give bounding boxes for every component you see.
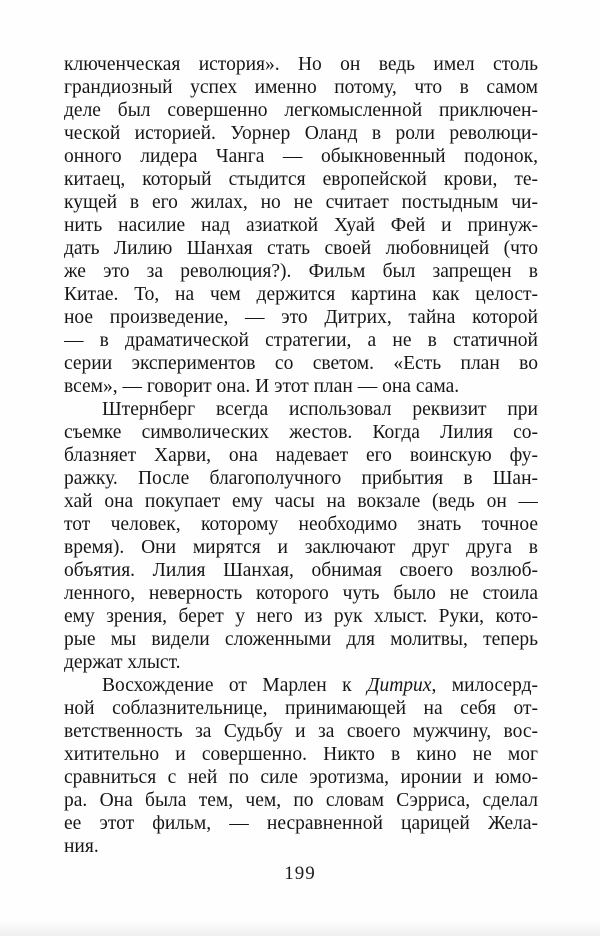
page-number: 199 — [284, 863, 316, 884]
text-segment: ленного, неверность которого чуть было не стоила — [64, 583, 538, 604]
text-segment: , милосерд- — [431, 675, 538, 696]
text-line — [64, 352, 538, 375]
text-line — [64, 99, 538, 122]
text-segment: ражку. После благополучного прибытия в Шан- — [64, 468, 538, 489]
text-segment: ное произведение, — это Дитрих, тайна которой — [64, 307, 538, 328]
text-line — [64, 237, 538, 260]
text-segment: нить насилие над азиаткой Хуай Фей и принуж- — [64, 215, 538, 236]
text-line — [64, 536, 538, 559]
text-line — [64, 122, 538, 145]
text-segment: держат хлыст. — [64, 652, 181, 673]
text-line — [64, 168, 538, 191]
text-segment: хай она покупает ему часы на вокзале (ведь он — — [64, 491, 538, 512]
scan-edge-shadow — [0, 920, 600, 936]
text-segment: ключенческая история». Но он ведь имел столь — [64, 54, 538, 75]
text-segment: ческой историей. Уорнер Оланд в роли революци- — [64, 123, 538, 144]
text-line — [64, 490, 538, 513]
text-segment: всем», — говорит она. И этот план — она сама. — [64, 376, 460, 397]
text-segment: Китае. То, на чем держится картина как целост- — [64, 284, 538, 305]
text-segment: дать Лилию Шанхая стать своей любовницей (что — [64, 238, 538, 259]
text-line — [64, 145, 538, 168]
text-segment: ния. — [64, 836, 99, 857]
text-line — [64, 766, 538, 789]
text-line — [64, 697, 538, 720]
text-line — [64, 329, 538, 352]
text-segment: тот человек, которому необходимо знать точное — [64, 514, 538, 535]
text-segment: ее этот фильм, — несравненной царицей Жела- — [64, 813, 538, 834]
text-segment: время). Они мирятся и заключают друг друга в — [64, 537, 538, 558]
text-line — [64, 375, 538, 398]
text-segment: деле был совершенно легкомысленной приключен- — [64, 100, 538, 121]
text-segment: грандиозный успех именно потому, что в самом — [64, 77, 538, 98]
text-line — [64, 605, 538, 628]
text-segment: объятия. Лилия Шанхая, обнимая своего возлюб- — [64, 560, 538, 581]
text-segment: съемке символических жестов. Когда Лилия со- — [64, 422, 538, 443]
text-line — [64, 789, 538, 812]
text-segment: ему зрения, берет у него из рук хлыст. Руки, кото- — [64, 606, 538, 627]
text-segment: Штернберг всегда использовал реквизит при — [102, 399, 538, 420]
text-segment: сравниться с ней по силе эротизма, иронии и юмо- — [64, 767, 538, 788]
text-line — [64, 191, 538, 214]
text-block — [64, 53, 538, 858]
text-segment: серии экспериментов со светом. «Есть план во — [64, 353, 538, 374]
text-line — [64, 835, 538, 858]
text-segment: блазняет Харви, она надевает его воинскую фу- — [64, 445, 538, 466]
text-line — [64, 398, 538, 421]
text-line — [64, 628, 538, 651]
text-segment: онного лидера Чанга — обыкновенный подонок, — [64, 146, 538, 167]
text-line — [64, 260, 538, 283]
text-line — [64, 53, 538, 76]
text-line — [64, 720, 538, 743]
text-segment: Восхождение от Марлен к — [102, 675, 368, 696]
text-line — [64, 214, 538, 237]
italic-text-segment: Дитрих — [367, 675, 432, 696]
text-segment: ветственность за Судьбу и за своего мужчину, вос- — [64, 721, 538, 742]
text-segment: рые мы видели сложенными для молитвы, теперь — [64, 629, 538, 650]
text-segment: ра. Она была тем, чем, по словам Сэрриса, сделал — [64, 790, 538, 811]
text-segment: ной соблазнительнице, принимающей на себя от- — [64, 698, 538, 719]
text-line — [64, 651, 538, 674]
text-segment: — в драматической стратегии, а не в статичной — [64, 330, 538, 351]
text-line — [64, 444, 538, 467]
text-line — [64, 674, 538, 697]
text-segment: же это за революция?). Фильм был запрещен в — [64, 261, 538, 282]
text-segment: кущей в его жилах, но не считает постыдным чи- — [64, 192, 538, 213]
text-line — [64, 559, 538, 582]
text-segment: хитительно и совершенно. Никто в кино не мог — [64, 744, 538, 765]
text-line — [64, 76, 538, 99]
text-segment: китаец, который стыдится европейской крови, те- — [64, 169, 538, 190]
text-line — [64, 467, 538, 490]
text-line — [64, 582, 538, 605]
text-line — [64, 283, 538, 306]
text-line — [64, 513, 538, 536]
text-line — [64, 812, 538, 835]
text-line — [64, 743, 538, 766]
text-line — [64, 421, 538, 444]
text-line — [64, 306, 538, 329]
